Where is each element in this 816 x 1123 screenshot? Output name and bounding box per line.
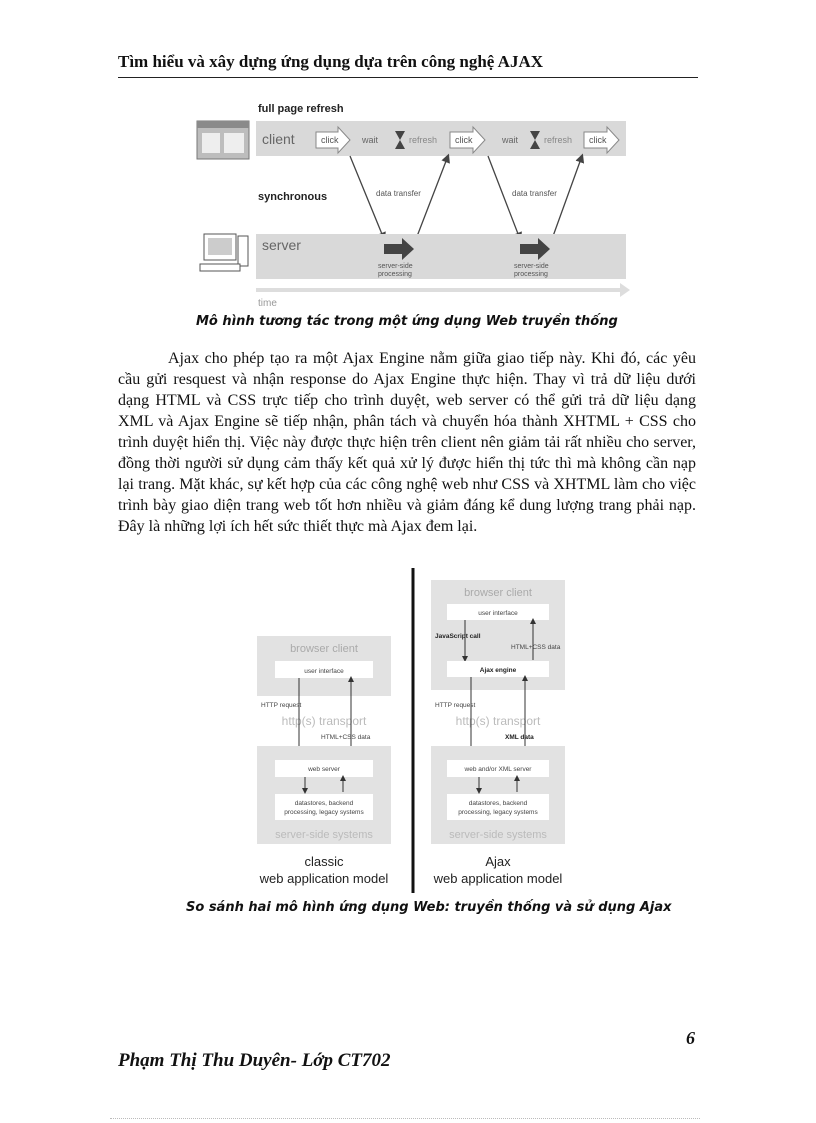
datastores-box xyxy=(275,794,373,820)
classic-subtitle: web application model xyxy=(259,871,389,886)
datastores-label: datastores, backend xyxy=(468,800,528,807)
datastores-label: processing, legacy systems xyxy=(458,809,538,816)
html-css-data-label: HTML+CSS data xyxy=(511,644,561,651)
server-label: server xyxy=(262,237,301,253)
processing-label: server-side xyxy=(378,263,413,270)
data-transfer-label: data transfer xyxy=(512,189,557,198)
data-transfer-label: data transfer xyxy=(376,189,421,198)
html-css-data-label: HTML+CSS data xyxy=(321,734,371,741)
browser-window-icon xyxy=(197,121,249,159)
page-footer: Phạm Thị Thu Duyên- Lớp CT702 xyxy=(118,1050,391,1071)
processing-label: server-side xyxy=(514,263,549,270)
classic-vs-ajax-model-diagram xyxy=(253,568,573,898)
processing-label: processing xyxy=(378,271,412,278)
traditional-web-model-diagram xyxy=(192,96,632,310)
datastores-label: datastores, backend xyxy=(294,800,354,807)
http-request-label: HTTP request xyxy=(435,702,476,709)
ajax-model xyxy=(431,580,565,886)
click-label: click xyxy=(455,135,473,145)
server-side-systems-label: server-side systems xyxy=(275,829,373,841)
full-refresh-label: full page refresh xyxy=(258,103,344,115)
server-side-systems-label: server-side systems xyxy=(449,829,547,841)
transport-label: http(s) transport xyxy=(281,714,367,728)
ajax-title: Ajax xyxy=(485,854,511,869)
bottom-divider xyxy=(110,1118,700,1119)
figure1-caption: Mô hình tương tác trong một ứng dụng Web truyền thống xyxy=(196,314,618,329)
classic-model xyxy=(257,636,391,886)
wait-label: wait xyxy=(362,135,379,145)
header-divider xyxy=(118,77,698,78)
browser-client-label: browser client xyxy=(290,643,358,655)
transport-label: http(s) transport xyxy=(455,714,541,728)
refresh-label: refresh xyxy=(409,135,438,145)
body-paragraph xyxy=(118,348,696,537)
ajax-subtitle: web application model xyxy=(433,871,563,886)
user-interface-label: user interface xyxy=(478,610,518,617)
click-label: click xyxy=(589,135,607,145)
synchronous-label: synchronous xyxy=(258,191,328,203)
user-interface-label: user interface xyxy=(304,668,344,675)
paragraph-text: Ajax cho phép tạo ra một Ajax Engine nằm giữa giao tiếp này. Khi đó, các yêu cầu gửi resquest và nhận response do Ajax Engine thực hiện. Thay vì trả dữ liệu dưới dạng HTML và CSS trực tiếp cho trình duyệt, web server có thể gửi trả dữ liệu dạng XML và Ajax Engine sẽ tiếp nhận, phân tách và chuyển hóa thành XHTML + CSS cho trình duyệt hiển thị. Việc này được thực hiện trên client nên giảm tải rất nhiều cho server, đồng thời người sử dụng cảm thấy kết quả xử lý được hiển thị tức thì mà không cần nạp lại trang. Mặt khác, sự kết hợp của các công nghệ web như CSS và XHTML làm cho việc trình bày giao diện trang web tốt hơn nhiều và giảm đáng kể dung lượng trang phải nạp. Đây là những lợi ích hết sức thiết thực mà Ajax đem lại. xyxy=(118,350,696,535)
datastores-label: processing, legacy systems xyxy=(284,809,364,816)
server-band xyxy=(256,234,626,279)
click-label: click xyxy=(321,135,339,145)
web-xml-server-label: web and/or XML server xyxy=(464,766,532,773)
datastores-box xyxy=(447,794,549,820)
classic-title: classic xyxy=(304,854,344,869)
time-axis xyxy=(256,288,622,292)
browser-client-label: browser client xyxy=(464,587,532,599)
page-header-title: Tìm hiểu và xây dựng ứng dụng dựa trên công nghệ AJAX xyxy=(118,52,543,71)
time-label: time xyxy=(258,298,277,309)
http-request-label: HTTP request xyxy=(261,702,302,709)
ajax-engine-label: Ajax engine xyxy=(479,667,517,674)
web-server-label: web server xyxy=(308,766,340,773)
figure2-caption: So sánh hai mô hình ứng dụng Web: truyền thống và sử dụng Ajax xyxy=(186,900,672,915)
js-call-label: JavaScript call xyxy=(435,633,481,640)
xml-data-label: XML data xyxy=(505,734,534,741)
client-label: client xyxy=(262,131,295,147)
refresh-label: refresh xyxy=(544,135,573,145)
wait-label: wait xyxy=(502,135,519,145)
page-number: 6 xyxy=(686,1028,695,1048)
processing-label: processing xyxy=(514,271,548,278)
computer-icon xyxy=(200,234,248,271)
